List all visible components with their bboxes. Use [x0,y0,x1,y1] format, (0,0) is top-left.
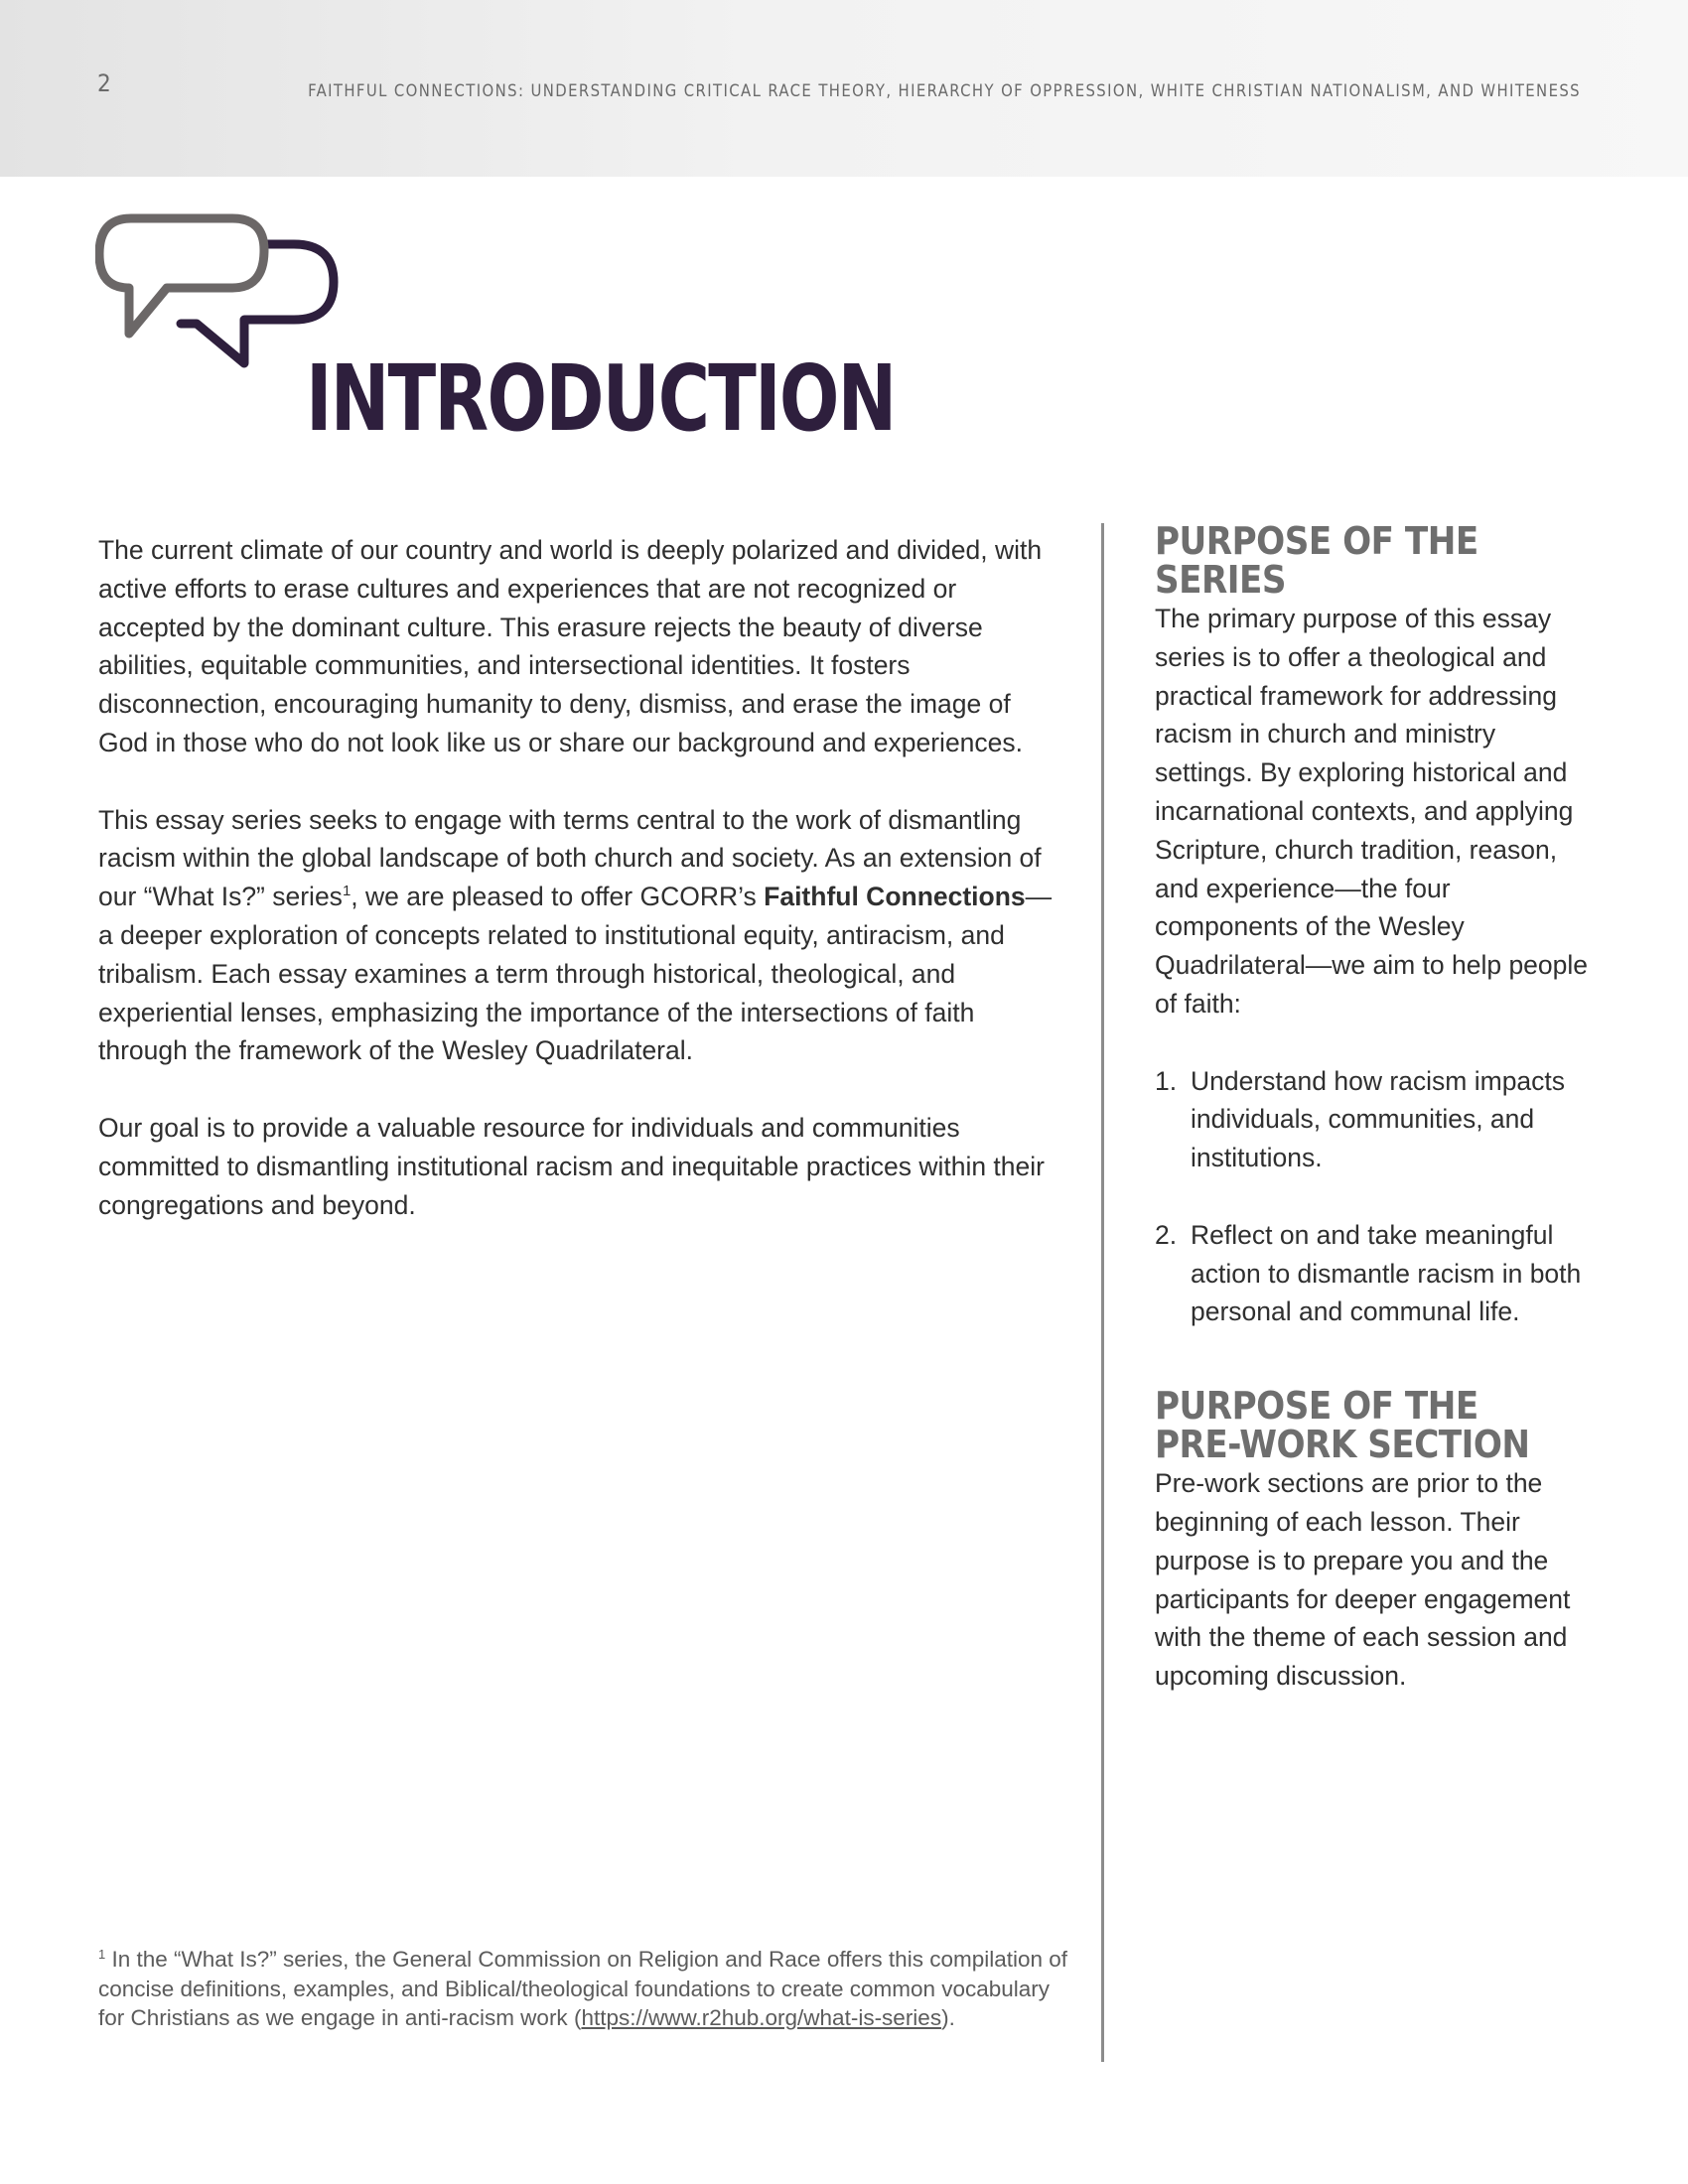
page-title: INTRODUCTION [306,345,896,452]
what-is-series-link[interactable]: https://www.r2hub.org/what-is-series [581,2005,942,2030]
footnote-text: In the “What Is?” series, the General Commission on Religion and Race offers this compilation of concise definitions, examples, and Biblical/theological foundations to create common vocabulary for Christians as we engage in anti-racism work ( [98,1947,1068,2030]
p2-start-text: This essay series seeks to engage with terms central to the work of dismantling racism within the global landscape of both church and society. As an extension of our “What Is?” series [98,804,1042,912]
p2-mid-text: , we are pleased to offer GCORR’s [351,882,765,912]
page-number: 2 [97,69,112,97]
header-band [0,0,1688,177]
goal-item [1155,1062,1592,1177]
prework-heading-line-2: PRE-WORK SECTION [1155,1423,1530,1467]
prework-heading-line-1: PURPOSE OF THE [1155,1384,1478,1429]
footnote-text-end: ). [941,2005,955,2030]
p2-end-text: —a deeper exploration of concepts related to institutional equity, antiracism, and tribalism. Each essay examines a term through historical, theological, and experiential lenses, emphasizing the importance of the intersections of faith through the framework of the Wesley Quadrilateral. [98,882,1053,1066]
faithful-connections-emphasis: Faithful Connections [764,882,1026,912]
sidebar [1155,519,1592,1696]
column-divider [1101,523,1104,2062]
front-bubble-shape [99,218,264,334]
running-title: FAITHFUL CONNECTIONS: UNDERSTANDING CRITICAL RACE THEORY, HIERARCHY OF OPPRESSION, WHITE CHRISTIAN NATIONALISM, AND WHITENESS [308,81,1581,100]
footnote-marker: 1 [98,1947,106,1962]
footnote [98,1945,1071,2033]
prework-purpose-heading [1155,1384,1592,1467]
intro-paragraph-1: The current climate of our country and world is deeply polarized and divided, with active efforts to erase cultures and experiences that are not recognized or accepted by the dominant culture. This erasure rejects the beauty of diverse abilities, equitable communities, and intersectional identities. It fosters disconnection, encouraging humanity to deny, dismiss, and erase the image of God in those who do not look like us or share our background and experiences. [98,535,1043,757]
series-purpose-body: The primary purpose of this essay series is to offer a theological and practical framework for addressing racism in church and ministry settings. By exploring historical and incarnational contexts, and applying Scripture, church tradition, reason, and experience—the four components of the Wesley Quadrilateral—we aim to help people of faith: [1155,604,1589,1019]
goal-number: 1. [1155,1065,1178,1096]
prework-purpose-body: Pre-work sections are prior to the beginning of each lesson. Their purpose is to prepare you and the participants for deeper engagement with the theme of each session and upcoming discussion. [1155,1468,1571,1692]
goal-text: Understand how racism impacts individuals, communities, and institutions. [1191,1065,1566,1173]
goals-list [1155,1062,1592,1332]
footnote-reference[interactable]: 1 [342,883,352,900]
goal-item [1155,1216,1592,1331]
goal-number: 2. [1155,1219,1178,1250]
intro-paragraph-3: Our goal is to provide a valuable resource for individuals and communities committed to dismantling institutional racism and inequitable practices within their congregations and beyond. [98,1112,1045,1220]
main-column [98,531,1061,1263]
goal-text: Reflect on and take meaningful action to dismantle racism in both personal and communal life. [1191,1219,1582,1327]
intro-paragraph-2 [98,801,1061,1071]
prework-section [1155,1384,1592,1696]
series-purpose-heading: PURPOSE OF THE SERIES [1155,519,1478,602]
